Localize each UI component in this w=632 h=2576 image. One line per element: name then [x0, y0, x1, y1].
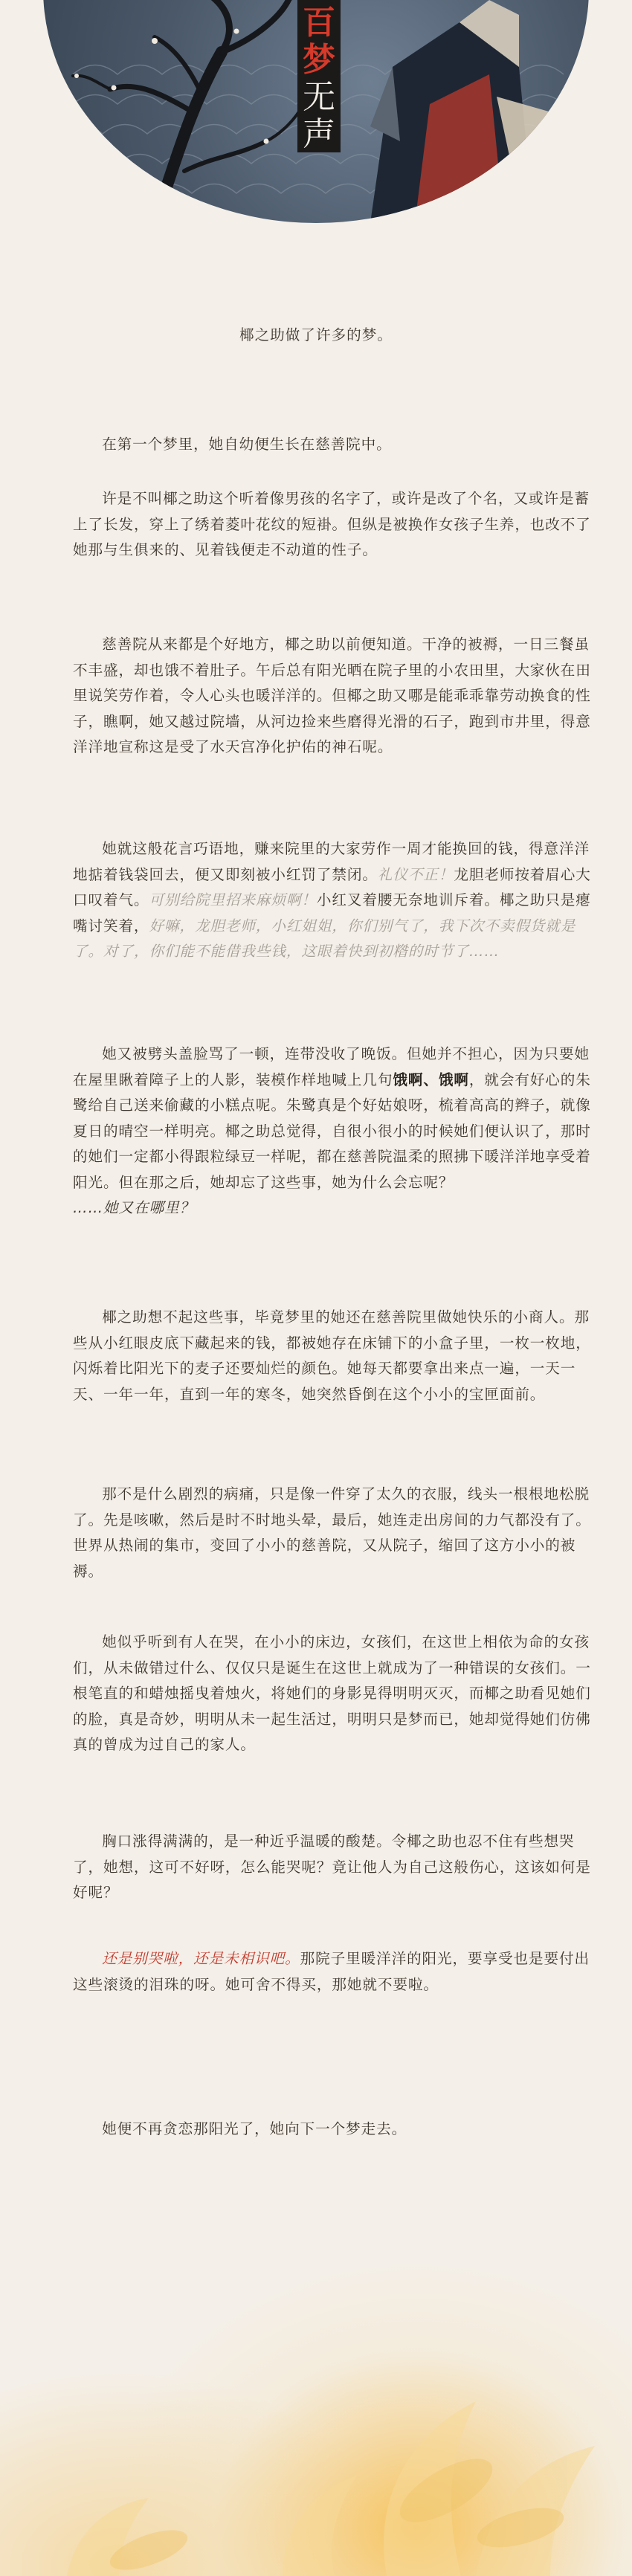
farewell-line: 还是别哭啦，还是未相识吧。 [102, 1950, 300, 1967]
paragraph-4-part-e: 小红叉着腰无奈地训斥着。椰之助只是瘪嘴讨笑着， [73, 891, 591, 934]
paragraph-7-text: 那不是什么剧烈的病痛，只是像一件穿了太久的衣服，线头一根根地松脱了。先是咳嗽，然后是时不时地头晕，最后，她连走出房间的力气都没有了。世界从热闹的集市，变回了小小的慈善院，又从院子，缩回了这方小小的被褥。 [73, 1485, 591, 1580]
paragraph-9 [73, 1829, 595, 1906]
paragraph-5-question: ……她又在哪里？ [73, 1199, 195, 1216]
paragraph-2-text: 许是不叫椰之助这个听着像男孩的名字了，或许是改了个名，又或许是蓄上了长发，穿上了绣着菱叶花纹的短褂。但纵是被换作女孩子生养，也改不了她那与生俱来的、见着钱便走不动道的性子。 [73, 490, 591, 558]
paragraph-10-part-b: 那院子里暖洋洋的阳光，要享受也是要付出这些滚烫的泪珠的呀。她可舍不得买，那她就不要啦。 [73, 1950, 590, 1993]
title-block [297, 0, 341, 152]
title-char-1: 百 [303, 4, 335, 42]
inner-thought: 这可不好呀，怎么能哭呢？竟让他人为自己这般伤心，这该如何是好呢？ [73, 1858, 591, 1901]
paragraph-4 [73, 836, 595, 965]
title-char-4: 声 [303, 115, 335, 153]
paragraph-5-part-c: ，就会有好心的朱鹭给自己送来偷藏的小糕点呢。朱鹭真是个好姑娘呀，梳着高高的辫子，就像夏日的晴空一样明亮。椰之助总觉得，自很小很小的时候她们便认识了，那时的她们一定都小得跟粒绿豆一样呢，都在慈善院温柔的照拂下暖洋洋地享受着阳光。但在那之后，她却忘了这些事，她为什么会忘呢？ [73, 1071, 591, 1191]
paragraph-10 [73, 1946, 595, 1998]
paragraph-1-text: 在第一个梦里，她自幼便生长在慈善院中。 [102, 436, 392, 453]
dialogue-trouble: 可别给院里招来麻烦啊！ [149, 891, 317, 908]
paragraph-4-text [73, 836, 595, 965]
title-char-2: 梦 [303, 41, 335, 79]
paragraph-1 [73, 432, 595, 458]
paragraph-9-part-a: 胸口涨得满满的，是一种近乎温暖的酸楚。令椰之助也忍不住有些想哭了，她想， [73, 1833, 575, 1876]
bottom-glow [0, 2178, 632, 2576]
paragraph-8-text: 她似乎听到有人在哭，在小小的床边，女孩们，在这世上相依为命的女孩们，从未做错过什么、仅仅只是诞生在这世上就成为了一种错误的女孩们。一根笔直的和蜡烛摇曳着烛火，将她们的身影晃得明明灭灭，而椰之助看见她们的脸，真是奇妙，明明从未一起生活过，明明只是梦而已，她却觉得她们仿佛真的曾成为过自己的家人。 [73, 1633, 591, 1753]
paragraph-5-text [73, 1042, 595, 1221]
paragraph-11 [73, 2117, 595, 2143]
paragraph-6 [73, 1305, 595, 1407]
paragraph-11-text: 她便不再贪恋那阳光了，她向下一个梦走去。 [102, 2120, 407, 2137]
paragraph-7 [73, 1482, 595, 1584]
intro-line: 椰之助做了许多的梦。 [239, 326, 393, 343]
paragraph-3 [73, 632, 595, 761]
dialogue-apology: 好嘛，龙胆老师，小红姐姐，你们别气了，我下次不卖假货就是了。对了，你们能不能借我些钱，这眼着快到初糌的时节了…… [73, 917, 576, 960]
paragraph-8 [73, 1630, 595, 1758]
paragraph-5 [73, 1042, 595, 1221]
paragraph-10-text [73, 1946, 595, 1998]
title-char-3: 无 [303, 78, 335, 116]
paragraph-6-text: 椰之助想不起这些事，毕竟梦里的她还在慈善院里做她快乐的小商人。那些从小红眼皮底下藏起来的钱，都被她存在床铺下的小盒子里，一枚一枚地，闪烁着比阳光下的麦子还要灿烂的颜色。她每天都要拿出来点一遍，一天一天、一年一年，直到一年的寒冬，她突然昏倒在这个小小的宝匣面前。 [73, 1308, 591, 1403]
hungry-cry: 饿啊、饿啊 [393, 1071, 469, 1088]
paragraph-4-part-c: 龙胆老师按着眉心大口叹着气。 [73, 865, 591, 908]
bottom-foliage [0, 2178, 632, 2576]
paragraph-3-text: 慈善院从来都是个好地方，椰之助以前便知道。干净的被褥，一日三餐虽不丰盛，却也饿不着肚子。午后总有阳光晒在院子里的小农田里，大家伙在田里说笑劳作着，令人心头也暖洋洋的。但椰之助又哪是能乖乖靠劳动换食的性子，瞧啊，她又越过院墙，从河边捡来些磨得光滑的石子，跑到市井里，得意洋洋地宣称这是受了水天宫净化护佑的神石呢。 [73, 636, 591, 755]
paragraph-9-text [73, 1829, 595, 1906]
paragraph-4-part-a: 她就这般花言巧语地，赚来院里的大家劳作一周才能换回的钱，得意洋洋地掂着钱袋回去，便又即刻被小红罚了禁闭。 [73, 840, 590, 883]
paragraph-5-part-a: 她又被劈头盖脸骂了一顿，连带没收了晚饭。但她并不担心，因为只要她在屋里瞅着障子上的人影，装模作样地喊上几句 [73, 1045, 590, 1088]
dialogue-etiquette: 礼仪不正！ [377, 865, 454, 883]
paragraph-2 [73, 486, 595, 564]
